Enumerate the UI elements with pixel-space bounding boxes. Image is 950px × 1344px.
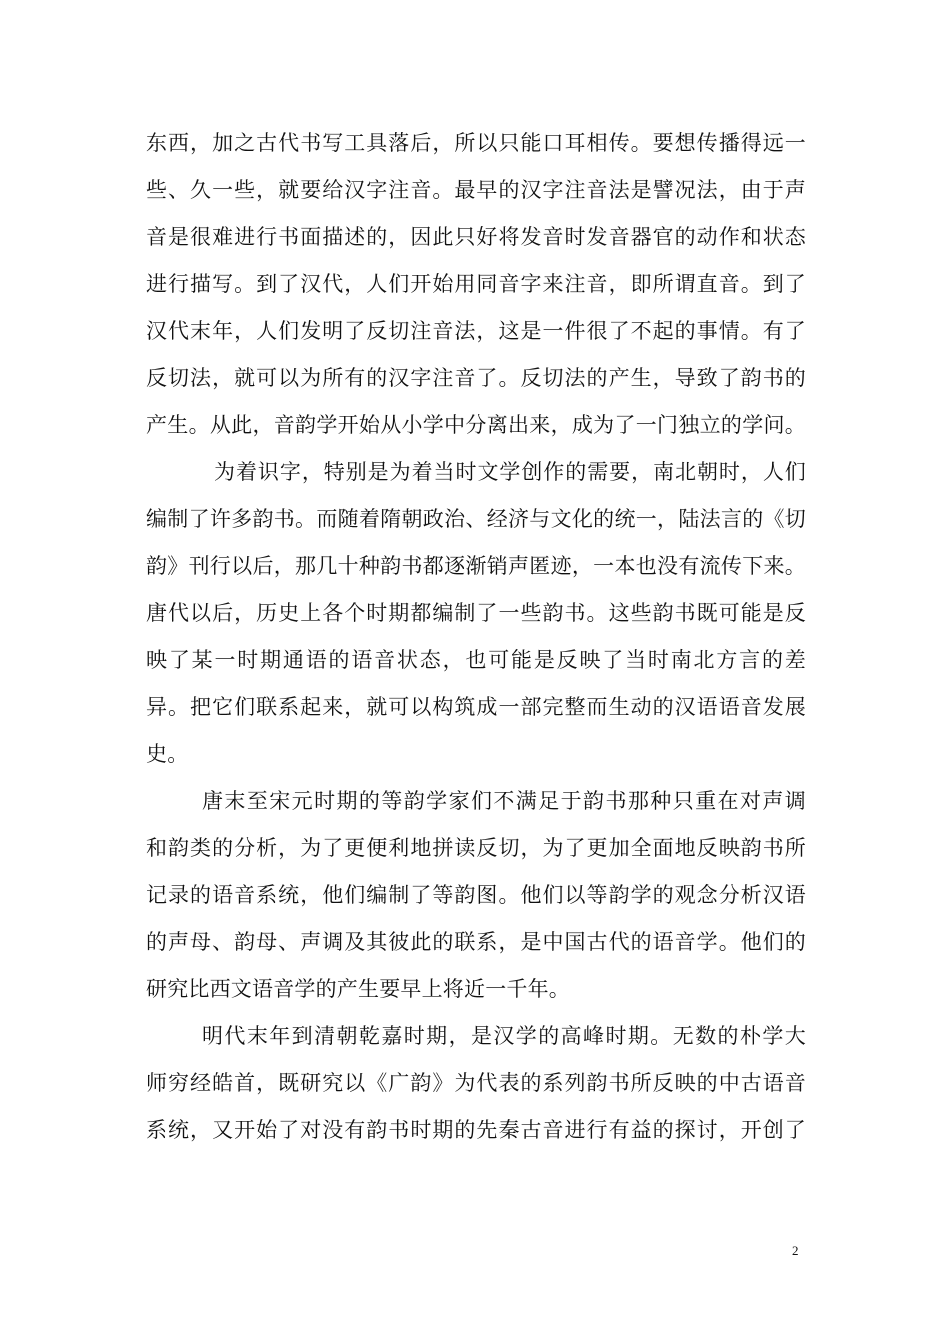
text-line: 和韵类的分析，为了更便利地拼读反切，为了更加全面地反映韵书所 xyxy=(146,836,806,860)
text-line: 为着识字，特别是为着当时文学创作的需要，南北朝时，人们 xyxy=(214,460,806,484)
text-line: 师穷经皓首，既研究以《广韵》为代表的系列韵书所反映的中古语音 xyxy=(146,1071,806,1095)
text-line: 音是很难进行书面描述的，因此只好将发音时发音器官的动作和状态 xyxy=(146,225,806,249)
text-line: 异。把它们联系起来，就可以构筑成一部完整而生动的汉语语音发展 xyxy=(146,695,806,719)
text-line: 编制了许多韵书。而随着隋朝政治、经济与文化的统一，陆法言的《切 xyxy=(146,507,806,531)
text-line: 研究比西文语音学的产生要早上将近一千年。 xyxy=(146,977,570,1001)
text-line: 汉代末年，人们发明了反切注音法，这是一件很了不起的事情。有了 xyxy=(146,319,806,343)
text-line: 映了某一时期通语的语音状态，也可能是反映了当时南北方言的差 xyxy=(146,648,806,672)
text-line: 反切法，就可以为所有的汉字注音了。反切法的产生，导致了韵书的 xyxy=(146,366,806,390)
text-line: 东西，加之古代书写工具落后，所以只能口耳相传。要想传播得远一 xyxy=(146,131,806,155)
text-line: 唐代以后，历史上各个时期都编制了一些韵书。这些韵书既可能是反 xyxy=(146,601,806,625)
text-line: 史。 xyxy=(146,742,189,766)
text-line: 产生。从此，音韵学开始从小学中分离出来，成为了一门独立的学问。 xyxy=(146,413,806,437)
text-line: 些、久一些，就要给汉字注音。最早的汉字注音法是譬况法，由于声 xyxy=(146,178,806,202)
text-line: 进行描写。到了汉代，人们开始用同音字来注音，即所谓直音。到了 xyxy=(146,272,806,296)
text-line: 明代末年到清朝乾嘉时期，是汉学的高峰时期。无数的朴学大 xyxy=(202,1024,806,1048)
text-line: 唐末至宋元时期的等韵学家们不满足于韵书那种只重在对声调 xyxy=(202,789,806,813)
page-number: 2 xyxy=(792,1243,799,1258)
text-line: 系统，又开始了对没有韵书时期的先秦古音进行有益的探讨，开创了 xyxy=(146,1118,806,1142)
text-line: 的声母、韵母、声调及其彼此的联系，是中国古代的语音学。他们的 xyxy=(146,930,806,954)
text-line: 韵》刊行以后，那几十种韵书都逐渐销声匿迹，一本也没有流传下来。 xyxy=(146,554,806,578)
body-text xyxy=(146,120,806,1154)
text-line: 记录的语音系统，他们编制了等韵图。他们以等韵学的观念分析汉语 xyxy=(146,883,806,907)
